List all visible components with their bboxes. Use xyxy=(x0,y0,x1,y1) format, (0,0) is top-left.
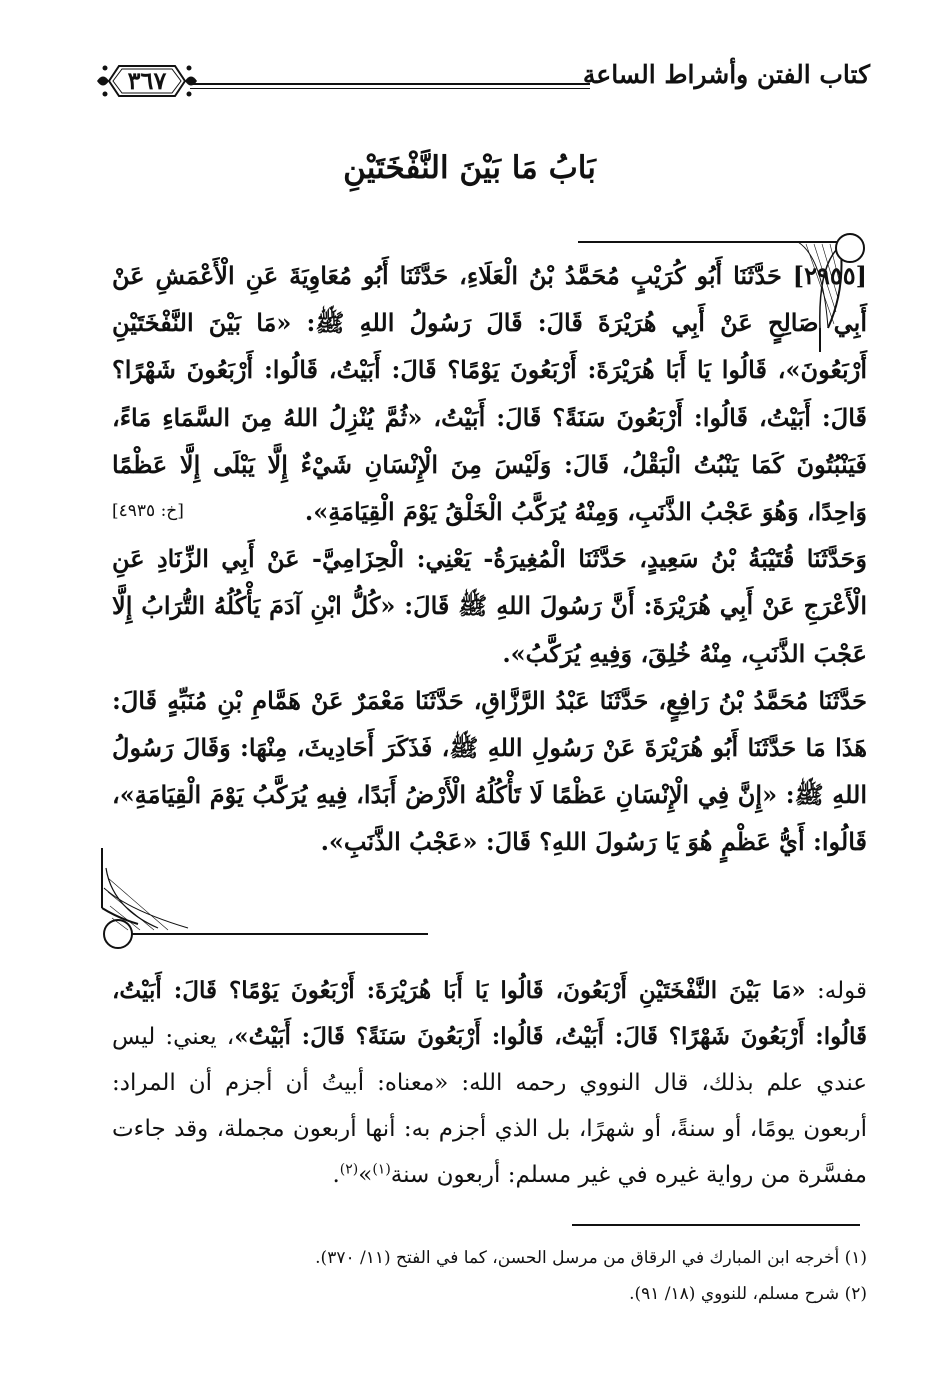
hadith-body xyxy=(112,252,867,866)
commentary-text: » xyxy=(358,1162,373,1188)
footnote-ref: (٢) xyxy=(339,1161,359,1178)
commentary-text: ، يعني: ليس عندي علم بذلك، قال النووي رحمه الله: «معناه: أبيتُ أن أجزم أن المراد: أربعون يومًا، أو سنةً، أو شهرًا، بل الذي أجزم به: أنها أربعون مجملة، وقد جاءت مفسَّرة من رواية غيره في غير مسلم: أربعون سنة xyxy=(112,1024,867,1188)
hadith-paragraph xyxy=(112,252,867,535)
footnote: (١) أخرجه ابن المبارك في الرقاق من مرسل الحسن، كما في الفتح (١١/ ٣٧٠). xyxy=(315,1248,867,1268)
hadith-paragraph: حَدَّثَنَا مُحَمَّدُ بْنُ رَافِعٍ، حَدَّثَنَا عَبْدُ الرَّزَّاقِ، حَدَّثَنَا مَعْمَرٌ عَنْ هَمَّامِ بْنِ مُنَبِّهٍ قَالَ: هَذَا مَا حَدَّثَنَا أَبُو هُرَيْرَةَ عَنْ رَسُولِ اللهِ ﷺ، فَذَكَرَ أَحَادِيثَ، مِنْهَا: وَقَالَ رَسُولُ اللهِ ﷺ: «إِنَّ فِي الْإِنْسَانِ عَظْمًا لَا تَأْكُلُهُ الْأَرْضُ أَبَدًا، فِيهِ يُرَكَّبُ يَوْمَ الْقِيَامَةِ»، قَالُوا: أَيُّ عَظْمٍ هُوَ يَا رَسُولَ اللهِ؟ قَالَ: «عَجْبُ الذَّنَبِ». xyxy=(112,685,867,857)
reference-bukhari: [خ: ٤٩٣٥] xyxy=(112,501,184,522)
page-number: ٣٦٧ xyxy=(127,66,167,95)
running-header xyxy=(95,58,870,108)
commentary-lead: قوله: xyxy=(817,978,867,1004)
commentary-text: . xyxy=(332,1162,340,1188)
footnote: (٢) شرح مسلم، للنووي (١٨/ ٩١). xyxy=(629,1284,867,1304)
hadith-text: [٢٩٥٥] حَدَّثَنَا أَبُو كُرَيْبٍ مُحَمَّدُ بْنُ الْعَلَاءِ، حَدَّثَنَا أَبُو مُعَاوِيَةَ عَنِ الْأَعْمَشِ عَنْ أَبِي صَالِحٍ عَنْ أَبِي هُرَيْرَةَ قَالَ: قَالَ رَسُولُ اللهِ ﷺ: «مَا بَيْنَ النَّفْخَتَيْنِ أَرْبَعُونَ»، قَالُوا يَا أَبَا هُرَيْرَةَ: أَرْبَعُونَ يَوْمًا؟ قَالَ: أَبَيْتُ، قَالُوا: أَرْبَعُونَ شَهْرًا؟ قَالَ: أَبَيْتُ، قَالُوا: أَرْبَعُونَ سَنَةً؟ قَالَ: أَبَيْتُ، «ثُمَّ يُنْزِلُ اللهُ مِنَ السَّمَاءِ مَاءً، فَيَنْبُتُونَ كَمَا يَنْبُتُ الْبَقْلُ، قَالَ: وَلَيْسَ مِنَ الْإِنْسَانِ شَيْءٌ إِلَّا يَبْلَى إِلَّا عَظْمًا وَاحِدًا، وَهُوَ عَجْبُ الذَّنَبِ، وَمِنْهُ يُرَكَّبُ الْخَلْقُ يَوْمَ الْقِيَامَةِ». xyxy=(112,261,867,527)
footnote-ref: (١) xyxy=(372,1161,391,1178)
footnote-rule xyxy=(572,1224,860,1226)
header-book-title: كتاب الفتن وأشراط الساعة xyxy=(582,60,870,89)
chapter-title: بَابُ مَا بَيْنَ النَّفْخَتَيْنِ xyxy=(343,150,596,186)
hadith-paragraph: وَحَدَّثَنَا قُتَيْبَةُ بْنُ سَعِيدٍ، حَدَّثَنَا الْمُغِيرَةُ- يَعْنِي: الْحِزَامِيَّ- عَنْ أَبِي الزِّنَادِ عَنِ الْأَعْرَجِ عَنْ أَبِي هُرَيْرَةَ: أَنَّ رَسُولَ اللهِ ﷺ قَالَ: «كُلُّ ابْنِ آدَمَ يَأْكُلُهُ التُّرَابُ إِلَّا عَجْبَ الذَّنَبِ، مِنْهُ خُلِقَ، وَفِيهِ يُرَكَّبُ». xyxy=(112,544,867,668)
footnotes xyxy=(112,1240,867,1312)
commentary-paragraph xyxy=(112,968,867,1198)
header-rule xyxy=(190,83,590,89)
page-number-ornament xyxy=(95,60,199,102)
commentary xyxy=(112,968,867,1198)
commentary-quote: «مَا بَيْنَ النَّفْخَتَيْنِ أَرْبَعُونَ، قَالُوا يَا أَبَا هُرَيْرَةَ: أَرْبَعُونَ يَوْمًا؟ قَالَ: أَبَيْتُ، قَالُوا: أَرْبَعُونَ شَهْرًا؟ قَالَ: أَبَيْتُ، قَالُوا: أَرْبَعُونَ سَنَةً؟ قَالَ: أَبَيْتُ» xyxy=(112,977,867,1050)
